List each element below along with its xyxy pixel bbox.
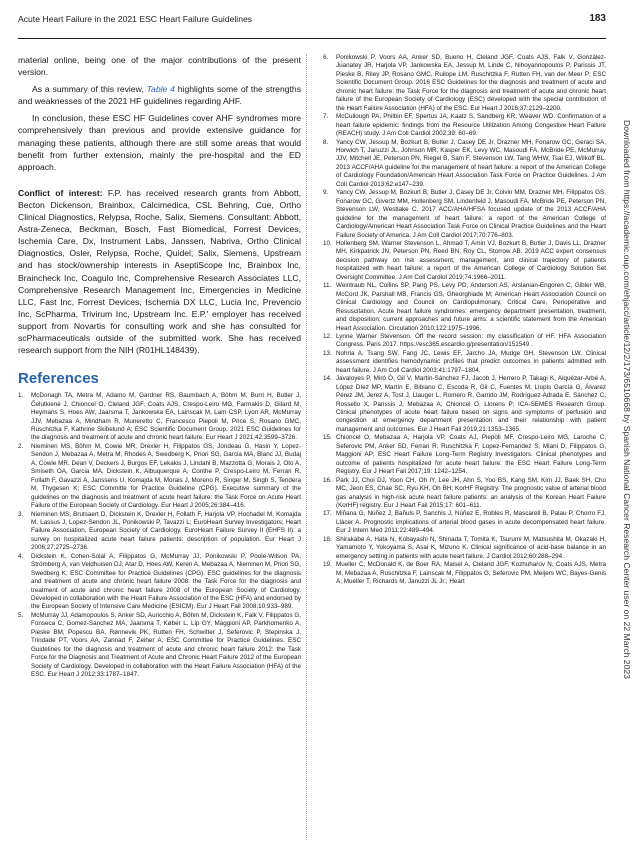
reference-number: 2. <box>18 442 24 450</box>
reference-item <box>18 612 301 680</box>
reference-text: Dickstein K, Cohen-Solal A, Filippatos G, McMurray JJ, Ponikowski P, Poole-Wilson PA, Strömberg A, van Veldhuisen DJ, Atar D, Hoes AW, Keren A, Mebazaa A, Nieminen M, Priori SG, Swedberg K; ESC Committee for Practice Guidelines (CPG). ESC guidelines for the diagnosis and treatment of acute and chronic heart failure 2008: the Task Force for the diagnosis and treatment of acute and chronic heart failure 2008 of the European Society of Cardiology. Developed in collaboration with the Heart Failure Association of the ESC (HFA) and endorsed by the European Society of Intensive Care Medicine (ESICM). Eur J Heart Fail 2008;10:933–989. <box>31 552 301 611</box>
reference-number: 7. <box>323 113 329 121</box>
reference-item <box>323 54 606 113</box>
reference-text: Miñana G, Núñez J, Bañuls P, Sanchis J, Núñez E, Robles R, Mascarell B, Palau P, Chorro FJ, Llàcer A. Prognostic implications of arterial blood gases in acute decompensated heart failure. Eur J Intern Med 2011;22:489–494. <box>336 510 606 535</box>
left-column <box>18 54 301 680</box>
right-column <box>323 54 606 587</box>
paragraph-conclusion: In conclusion, these ESC HF Guidelines cover AHF syndromes more comprehensively than previous and provide extensive guidance for managing these patients, although there are still some areas that would benefit from further extension, mainly the pre-hospital and the ED approach. <box>18 113 301 172</box>
reference-number: 15. <box>323 434 332 442</box>
reference-list-right <box>323 54 606 587</box>
reference-number: 14. <box>323 375 332 383</box>
reference-text: Mueller C, McDonald K, de Boer RA, Maisel A, Cleland JGF, Kozhuharov N, Coats AJS, Metra M, Mebazaa A, Ruschitzka F, Lainscak M, Filippatos G, Seferovic PM, Meijers WC, Bayes-Genis A, Mueller T, Richards M, Januzzi JL Jr.; Heart <box>336 561 606 586</box>
reference-item <box>18 443 301 511</box>
reference-text: Ponikowski P, Voors AA, Anker SD, Bueno H, Cleland JGF, Coats AJS, Falk V, González-Juanatey JR, Harjola VP, Jankowska EA, Jessup M, Linde C, Nihoyannopoulos P, Parissis JT, Pieske B, Riley JP, Rosano GMC, Ruilope LM, Ruschitzka F, Rutten FH, van der Meer P; ESC Scientific Document Group. 2016 ESC Guidelines for the diagnosis and treatment of acute and chronic heart failure: the Task Force for the diagnosis and treatment of acute and chronic heart failure of the European Society of Cardiology (ESC) developed with the special contribution of the Heart Failure Association (HFA) of the ESC. Eur Heart J 2016;37:2129–2200. <box>336 54 606 112</box>
reference-number: 18. <box>323 535 332 543</box>
reference-number: 1. <box>18 392 24 400</box>
column-divider <box>306 54 307 840</box>
reference-text: Yancy CW, Jessup M, Bozkurt B, Butler J, Casey DE Jr, Drazner MH, Fonarow GC, Geraci SA, Horwich T, Januzzi JL, Johnson MR, Kasper EK, Levy WC, Masoudi FA, McBride PE, McMurray JJV, Mitchell JE, Peterson PN, Riegel B, Sam F, Stevenson LW, Tang WHW, Tsai EJ, Wilkoff BL. 2013 ACCF/AHA guideline for the management of heart failure: a report of the American College of Cardiology Foundation/American Heart Association Task Force on Practice Guidelines. J Am Coll Cardiol 2013;62:e147–239. <box>336 138 606 188</box>
download-watermark: Downloaded from https://academic.oup.com/ehjacc/article/12/2/173/6510668 by Spanish National Cancer Research Center user on 22 March 2023 <box>622 120 632 679</box>
running-title: Acute Heart Failure in the 2021 ESC Heart Failure Guidelines <box>18 14 253 24</box>
reference-text: Shirakabe A, Hata N, Kobayashi N, Shinada T, Tomita K, Tsurumi M, Matsushita M, Okazaki H, Yamamoto Y, Yokoyama S, Asai K, Mizuno K. Clinical significance of acid-base balance in an emergency setting in patients with acute heart failure. J Cardiol 2012;60:288–294. <box>336 535 606 560</box>
reference-item <box>323 282 606 333</box>
reference-item <box>323 189 606 240</box>
reference-number: 9. <box>323 189 329 197</box>
conflict-of-interest <box>18 187 301 356</box>
summary-prefix: As a summary of this review, <box>32 84 147 95</box>
reference-item <box>323 510 606 535</box>
reference-item <box>323 139 606 190</box>
reference-item <box>323 536 606 561</box>
reference-text: McMurray JJ, Adamopoulos S, Anker SD, Auricchio A, Böhm M, Dickstein K, Falk V, Filippatos G, Fonseca C, Gomez-Sanchez MA, Jaarsma T, Køber L, Lip GY, Maggioni AP, Parkhomenko A, Pieske BM, Popescu BA, Rønnevik PK, Rutten FH, Schwitter J, Seferovic P, Stepinska J, Trindade PT, Voors AA, Zannad F, Zeiher A; ESC Committee for Practice Guidelines. ESC Guidelines for the diagnosis and treatment of acute and chronic heart failure 2012: the Task Force for the Diagnosis and Treatment of Acute and Chronic Heart Failure 2012 of the European Society of Cardiology. Developed in collaboration with the Heart Failure Association (HFA) of the ESC. Eur Heart J 2012;33:1787–1847. <box>31 611 301 679</box>
reference-text: Nieminen MS, Böhm M, Cowie MR, Drexler H, Filippatos GS, Jondeau G, Hasin Y, Lopez-Sendon J, Mebazaa A, Metra M, Rhodes A, Swedberg K, Priori SG, Garcia MA, Blanc JJ, Budaj A, Cowie MR, Dean V, Deckers J, Burgos EF, Lekakis J, Lindahl B, Mazzotta G, Morais J, Oto A, Smiseth OA, Garcia MA, Dickstein K, Albuquerque A, Conthe P, Crespo-Leiro M, Ferrari R, Follath F, Gavazzi A, Janssens U, Komajda M, Morais J, Moreno R, Singer M, Singh S, Tendera M, Thygesen K; ESC Committe for Practice Guideline (CPG). Executive summary of the guidelines on the diagnosis and treatment of acute heart failure: the Task Force on Acute Heart Failure of the European Society of Cardiology. Eur Heart J 2005;26:384–416. <box>31 442 301 510</box>
table-4-link[interactable]: Table 4 <box>146 84 175 95</box>
reference-item <box>323 333 606 350</box>
reference-item <box>323 240 606 282</box>
page-header <box>18 14 606 30</box>
coi-text: F.P. has received research grants from Abbott, Becton Dickenson, Brainbox, Calcimedica, CSL Behring, Cue, Ortho Clinical Diagnostics, Relypsa, Roche, Salix, Siemens. Consultant: Abbott, Astra-Zeneca, Beckman, Bosch, Fast Biomedical, Forrest Devices, Ischemia Care, Dx, Instrument Labs, Janssen, Nabriva, Ortho Clinical Diagnostics, Osler, Relypsa, Roche, Quidel, Salix, Siemens, Upstream and has stock/ownership interests in AseptiScope Inc, Brainbox Inc, Braincheck Inc, Coagulo Inc, Comprehensive Research Associates LLC, Comprehensive Research Management Inc, Emergencies in Medicine LLC, Fast Inc, Forrest Devices, Ischemia DX LLC, Lucia Inc, Prevencio Inc, ScPharma, Trivirum Inc, Upstream Inc. E.P.' employer has received support from Novartis for consulting work and she has consulted for scPharmaceuticals outside of the submitted work. She has received research support from the NIH (R01HL148439). <box>18 187 302 356</box>
reference-number: 13. <box>323 349 332 357</box>
reference-text: Nohria A, Tsang SW, Fang JC, Lewis EF, Jarcho JA, Mudge GH, Stevenson LW. Clinical assessment identifies hemodynamic profiles that predict outcomes in patients admitted with heart failure. J Am Coll Cardiol 2003;41:1797–1804. <box>336 349 606 374</box>
reference-number: 11. <box>323 282 332 290</box>
coi-label: Conflict of interest: <box>18 187 103 198</box>
reference-number: 17. <box>323 510 332 518</box>
paragraph-summary <box>18 83 301 107</box>
page-number: 183 <box>589 13 606 24</box>
reference-item <box>323 477 606 511</box>
reference-item <box>323 350 606 375</box>
reference-text: Weintraub NL, Collins SP, Pang PS, Levy PD, Anderson AS, Arslanian-Engoren C, Gibler WB, McCord JK, Parshall MB, Francis GS, Gheorghiade M; American Heart Association Council on Clinical Cardiology and Council on Cardiopulmonary, Critical Care, Perioperative and Resuscitation. Acute heart failure syndromes: emergency department presentation, treatment, and disposition: current approaches and future aims: a scientific statement from the American Heart Association. Circulation 2010;122:1975–1996. <box>336 282 606 332</box>
reference-text: Lynne Warner Stevenson. Off the record session: my classification of HF. HFA Association Congress. Paris 2017. https://esc365.escardio.g/presentation/151549 . <box>336 332 606 349</box>
references-heading: References <box>18 370 99 388</box>
reference-number: 4. <box>18 552 24 560</box>
paragraph-continuation: material online, being one of the major contributions of the present version. <box>18 55 301 78</box>
reference-number: 12. <box>323 332 332 340</box>
reference-text: McDonagh TA, Metra M, Adamo M, Gardner RS, Baumbach A, Böhm M, Burri H, Butler J, Čelutkienė J, Chioncel O, Cleland JGF, Coats AJS, Crespo-Leiro MG, Farmakis D, Gilard M, Heymans S, Hoes AW, Jaarsma T, Jankowska EA, Lainscak M, Lam CSP, Lyon AR, McMurray JJV, Mebazaa A, Mindham R, Muneretto C, Francesco Piepoli M, Price S, Rosano GMC, Ruschitzka F, Kathrine Skibelund A; ESC Scientific Document Group. 2021 ESC Guidelines for the diagnosis and treatment of acute and chronic heart failure. Eur Heart J 2021;42:3599–3726. <box>31 392 301 442</box>
reference-item <box>323 434 606 476</box>
reference-text: Yancy CW, Jessup M, Bozkurt B, Butler J, Casey DE Jr, Colvin MM, Drazner MH, Filippatos GS, Fonarow GC, Givertz MM, Hollenberg SM, Lindenfeld J, Masoudi FA, McBride PE, Peterson PN, Stevenson LW, Westlake C. 2017 ACC/AHA/HFSA focused update of the 2013 ACCF/AHA guideline for the management of heart failure: a report of the American College of Cardiology/American Heart Association Task Force on Clinical Practice Guidelines and the Heart Failure Society of America. J Am Coll Cardiol 2017;70:776–803. <box>336 189 606 239</box>
reference-number: 3. <box>18 510 24 518</box>
reference-number: 5. <box>18 611 24 619</box>
reference-text: Park JJ, Choi DJ, Yoon CH, Oh IY, Lee JH, Ahn S, Yoo BS, Kang SM, Kim JJ, Baek SH, Cho MC, Jeon ES, Chae SC, Ryu KH, Oh BH; KorHF Registry. The prognostic value of arterial blood gas analysis in high-risk acute heart failure patients: an analysis of the Korean Heart Failure (KorHF) registry. Eur J Heart Fail 2015;17: 601–611. <box>336 476 606 510</box>
reference-text: Nieminen MS, Brutsaert D, Dickstein K, Drexler H, Follath F, Harjola VP, Hochadel M, Komajda M, Lassus J, Lopez-Sendon JL, Ponikowski P, Tavazzi L; EuroHeart Survey Investigators; Heart Failure Association, European Society of Cardiology. EuroHeart Failure Survey II (EHFS II): a survey on hospitalized acute heart failure patients: description of population. Eur Heart J 2006;27:2725–2736. <box>31 510 301 552</box>
reference-list-left <box>18 392 301 679</box>
reference-text: Chioncel O, Mebazaa A, Harjola VP, Coats AJ, Piepoli MF, Crespo-Leiro MG, Laroche C, Seferovic PM, Anker SD, Ferrari R, Ruschitzka F, Lopez-Fernandez S, Miani D, Filippatos G, Maggioni AP; ESC Heart Failure Long-Term Registry Investigators. Clinical phenotypes and outcome of patients hospitalized for acute heart failure: the ESC Heart Failure Long-Term Registry. Eur J Heart Fail 2017;19: 1242–1254. <box>336 434 606 476</box>
reference-item <box>18 392 301 443</box>
reference-item <box>323 561 606 586</box>
reference-text: Hollenberg SM, Warner Stevenson L, Ahmad T, Amin VJ, Bozkurt B, Butler J, Davis LL, Drazner MH, Kirkpatrick JN, Peterson PN, Reed BN, Roy CL, Storrow AB. 2019 ACC expert consensus decision pathway on risk assessment, management, and clinical trajectory of patients hospitalized with heart failure: a report of the American College of Cardiology Solution Set Oversight Committee. J Am Coll Cardiol 2019;74:1966–2011. <box>336 239 606 281</box>
reference-number: 8. <box>323 138 329 146</box>
reference-item <box>18 511 301 553</box>
reference-number: 6. <box>323 54 329 61</box>
reference-item <box>18 553 301 612</box>
reference-text: McCullough PA, Philbin EF, Spertus JA, Kaatz S, Sandberg KR, Weaver WD. Confirmation of a heart failure epidemic: findings from the Resource Utilization Among Congestive Heart Failure (REACH) study. J Am Coll Cardiol 2002;39: 60–69. <box>336 113 606 138</box>
header-rule <box>18 38 606 39</box>
reference-text: Javaloyes P, Miró Ò, Gil V, Martín-Sánchez FJ, Jacob J, Herrero P, Takagi K, Alquézar-Arbé A, López Díez MP, Martín E, Bibiano C, Escoda R, Gil C, Fuentes M, Llopis García G, Álvarez Pérez JM, Jerez A, Tost J, Llauger L, Romero R, Garrido JM, Rodríguez-Adrada E, Sánchez C, Rossello X, Parissis J, Mebazaa A, Chioncel O, Llorens P; ICA-SEMES Research Group. Clinical phenotypes of acute heart failure based on signs and symptoms of perfusion and congestion at emergency department presentation and their relationship with patient management and outcomes. Eur J Heart Fail 2019;21:1353–1365. <box>336 375 606 433</box>
reference-number: 16. <box>323 476 332 484</box>
summary-suffix: highlights some of the strengths and weaknesses of the 2021 HF guidelines regarding AHF. <box>18 84 301 107</box>
reference-item <box>323 113 606 138</box>
reference-item <box>323 375 606 434</box>
reference-number: 10. <box>323 239 332 247</box>
reference-number: 19. <box>323 561 332 569</box>
